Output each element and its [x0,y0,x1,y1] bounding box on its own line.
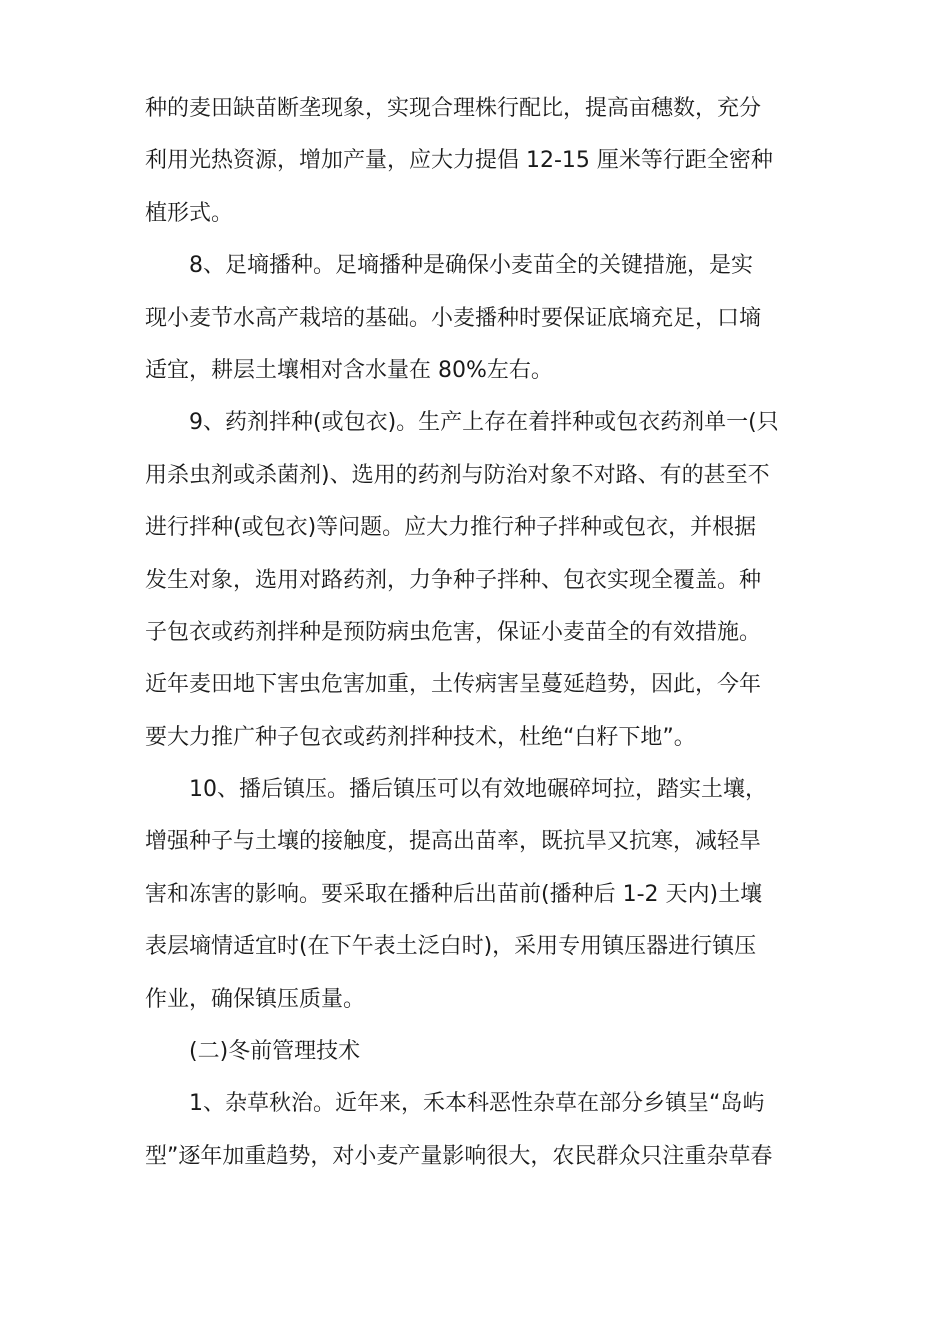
paragraph-sowing-moisture [145,240,817,397]
text-line: 种的麦田缺苗断垄现象，实现合理株行配比，提高亩穗数，充分 [145,96,762,121]
text-line: 植形式。 [145,200,234,226]
text-line: 现小麦节水高产栽培的基础。小麦播种时要保证底墒充足，口墒 [145,305,762,331]
text-line: 利用光热资源，增加产量，应大力提倡 12-15 厘米等行距全密种 [145,148,773,174]
text-line: 1、杂草秋治。近年来，禾本科恶性杂草在部分乡镇呈“岛屿 [145,1091,765,1117]
text-line: 要大力推广种子包衣或药剂拌种技术，杜绝“白籽下地”。 [145,724,696,750]
paragraph-seed-treatment [145,397,817,764]
paragraph-continued [145,83,817,240]
section-heading: (二)冬前管理技术 [145,1039,361,1065]
text-line: 近年麦田地下害虫危害加重，土传病害呈蔓延趋势，因此，今年 [145,672,762,698]
text-line: 害和冻害的影响。要采取在播种后出苗前(播种后 1-2 天内)土壤 [145,881,763,907]
text-line: 适宜，耕层土壤相对含水量在 80%左右。 [145,357,553,383]
text-line: 增强种子与土壤的接触度，提高出苗率，既抗旱又抗寒，减轻旱 [145,829,762,855]
text-line: 8、足墒播种。足墒播种是确保小麦苗全的关键措施，是实 [145,253,753,279]
text-line: 用杀虫剂或杀菌剂)、选用的药剂与防治对象不对路、有的甚至不 [145,462,770,488]
text-line: 型”逐年加重趋势，对小麦产量影响很大，农民群众只注重杂草春 [145,1143,773,1169]
paragraph-post-sowing-compaction [145,764,817,1026]
text-line: 子包衣或药剂拌种是预防病虫危害，保证小麦苗全的有效措施。 [145,619,762,645]
text-line: 作业，确保镇压质量。 [145,986,366,1012]
text-line: 表层墒情适宜时(在下午表土泛白时)，采用专用镇压器进行镇压 [145,934,757,960]
section-heading-winter-management [145,1026,817,1078]
paragraph-weed-control [145,1078,817,1183]
text-line: 10、播后镇压。播后镇压可以有效地碾碎坷拉，踏实土壤， [145,777,767,803]
text-line: 进行拌种(或包衣)等问题。应大力推行种子拌种或包衣，并根据 [145,515,757,541]
document-page [145,83,817,1183]
text-line: 发生对象，选用对路药剂，力争种子拌种、包衣实现全覆盖。种 [145,567,762,593]
text-line: 9、药剂拌种(或包衣)。生产上存在着拌种或包衣药剂单一(只 [145,410,779,436]
